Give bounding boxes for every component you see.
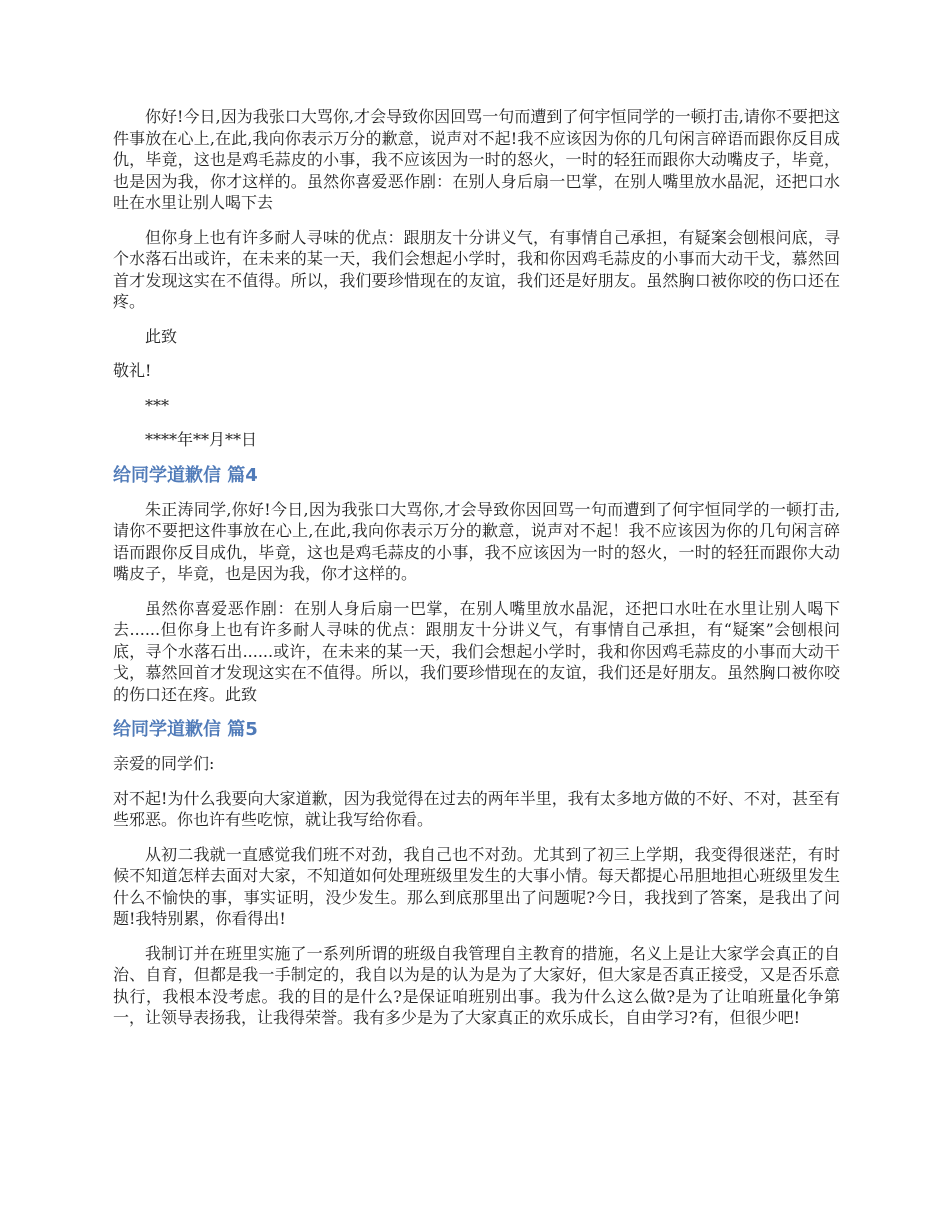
document-page [113, 106, 840, 1042]
paragraph: 你好!今日,因为我张口大骂你,才会导致你因回骂一句而遭到了何宇恒同学的一顿打击,请你不要把这件事放在心上,在此,我向你表示万分的歉意，说声对不起!我不应该因为你的几句闲言碎语而跟你反目成仇，毕竟，这也是鸡毛蒜皮的小事，我不应该因为一时的怒火，一时的轻狂而跟你大动嘴皮子，毕竟，也是因为我，你才这样的。虽然你喜爱恶作剧：在别人身后扇一巴掌，在别人嘴里放水晶泥，还把口水吐在水里让别人喝下去 [113, 107, 840, 212]
paragraph: 但你身上也有许多耐人寻味的优点：跟朋友十分讲义气，有事情自己承担，有疑案会刨根问底，寻个水落石出或许，在未来的某一天，我们会想起小学时，我和你因鸡毛蒜皮的小事而大动干戈，慕然回首才发现这实在不值得。所以，我们要珍惜现在的友谊，我们还是好朋友。虽然胸口被你咬的伤口还在疼。 [113, 227, 840, 311]
signature: *** [145, 395, 169, 415]
paragraph: 对不起!为什么我要向大家道歉，因为我觉得在过去的两年半里，我有太多地方做的不好、不对，甚至有些邪恶。你也许有些吃惊，就让我写给你看。 [113, 788, 840, 829]
greeting: 亲爱的同学们: [113, 754, 215, 773]
paragraph: 从初二我就一直感觉我们班不对劲，我自己也不对劲。尤其到了初三上学期，我变得很迷茫，有时候不知道怎样去面对大家，不知道如何处理班级里发生的大事小情。每天都提心吊胆地担心班级里发生什么不愉快的事，事实证明，没少发生。那么到底那里出了问题呢?今日，我找到了答案，是我出了问题!我特别累，你看得出! [113, 844, 840, 928]
paragraph: 朱正涛同学,你好!今日,因为我张口大骂你,才会导致你因回骂一句而遭到了何宇恒同学的一顿打击,请你不要把这件事放在心上,在此,我向你表示万分的歉意，说声对不起！我不应该因为你的几句闲言碎语而跟你反目成仇，毕竟，这也是鸡毛蒜皮的小事，我不应该因为一时的怒火，一时的轻狂而跟你大动嘴皮子，毕竟，也是因为我，你才这样的。 [113, 499, 840, 583]
section-heading: 给同学道歉信 篇4 [113, 464, 258, 486]
paragraph: 我制订并在班里实施了一系列所谓的班级自我管理自主教育的措施，名义上是让大家学会真正的自治、自育，但都是我一手制定的，我自以为是的认为是为了大家好，但大家是否真正接受，又是否乐意执行，我根本没考虑。我的目的是什么?是保证咱班别出事。我为什么这么做?是为了让咱班量化争第一，让领导表扬我，让我得荣誉。我有多少是为了大家真正的欢乐成长，自由学习?有，但很少吧! [113, 943, 840, 1027]
section-heading: 给同学道歉信 篇5 [113, 719, 258, 740]
closing-salutation: 此致 [145, 326, 178, 346]
date-line: ****年**月**日 [145, 430, 258, 449]
closing-regards: 敬礼! [113, 361, 152, 380]
paragraph: 虽然你喜爱恶作剧：在别人身后扇一巴掌，在别人嘴里放水晶泥，还把口水吐在水里让别人喝下去......但你身上也有许多耐人寻味的优点：跟朋友十分讲义气，有事情自己承担，有“疑案”会刨根问底，寻个水落石出......或许，在未来的某一天，我们会想起小学时，我和你因鸡毛蒜皮的小事而大动干戈，慕然回首才发现这实在不值得。所以，我们要珍惜现在的友谊，我们还是好朋友。虽然胸口被你咬的伤口还在疼。此致 [113, 598, 840, 704]
